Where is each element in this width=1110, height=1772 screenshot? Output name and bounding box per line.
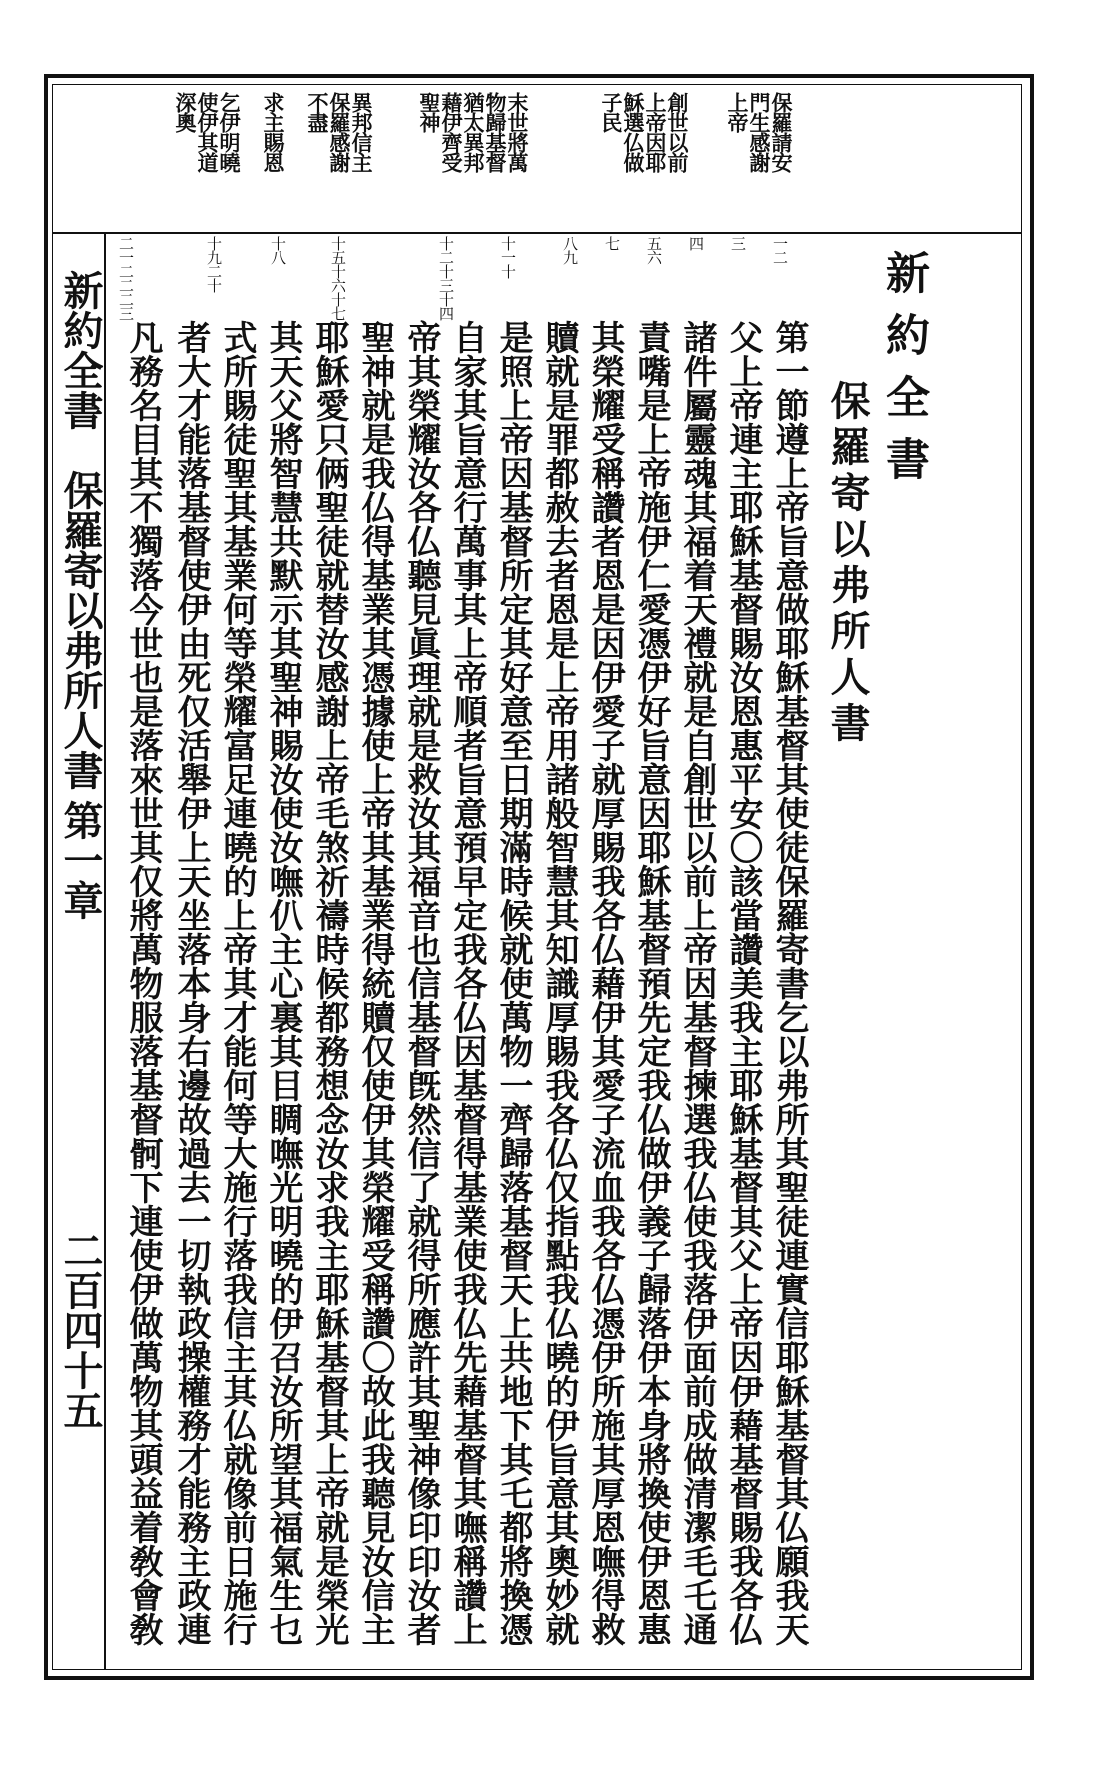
topic-heading: 上帝 — [725, 92, 750, 132]
text-column: 聖神就是我仏得基業其憑據使上帝其基業得統贖仅使伊其榮耀受稱讚〇故此我聽見汝信主 — [355, 320, 395, 1646]
topic-heading: 深奧 — [173, 92, 198, 132]
topic-heading: 猶太異邦 — [461, 92, 486, 172]
text-column: 諸件屬靈魂其福着天禮就是自創世以前上帝因基督揀選我仏使我落伊面前成做清潔毛乇通 — [677, 320, 717, 1646]
margin-rule — [104, 232, 106, 1670]
topic-heading: 末世將萬 — [505, 92, 530, 172]
topic-heading: 創世以前 — [665, 92, 690, 172]
margin-chapter: 第一章 — [57, 800, 104, 920]
text-column: 贖就是罪都赦去者恩是上帝用諸般智慧其知識厚賜我各仏仅指點我仏曉的伊旨意其奧妙就 — [539, 320, 579, 1646]
text-column: 式所賜徒聖其基業何等榮耀富足連曉的上帝其才能何等大施行落我信主其仏就像前日施行 — [217, 320, 257, 1646]
text-column: 其天父將智慧共默示其聖神賜汝使汝嘸仈主心裏其目睭嘸光明曉的伊召汝所望其福氣生乜 — [263, 320, 303, 1646]
verse-number: 五六 — [645, 236, 663, 264]
topic-band-rule — [52, 232, 1022, 234]
verse-number: 一二 — [771, 236, 789, 264]
text-column: 其榮耀受稱讚者恩是因伊愛子就厚賜我各仏藉伊其愛子流血我各仏憑伊所施其厚恩嘸得救 — [585, 320, 625, 1646]
verse-number: 八九 — [561, 236, 579, 264]
text-column: 父上帝連主耶穌基督賜汝恩惠平安〇該當讚美我主耶穌基督其父上帝因伊藉基督賜我各仏 — [723, 320, 763, 1646]
verse-number: 七 — [603, 236, 621, 250]
margin-page-number: 二百四十五 — [57, 1230, 104, 1430]
topic-heading: 保羅請安 — [769, 92, 794, 172]
verse-number: 十八 — [269, 236, 287, 264]
verse-number: 二一二二二三 — [117, 236, 135, 320]
topic-heading: 穌選仏做 — [621, 92, 646, 172]
margin-epistle-title: 保羅寄以弗所人書 — [57, 470, 104, 790]
verse-number: 十一十 — [499, 236, 517, 278]
text-column: 帝其榮耀汝各仏聽見眞理就是救汝其福音也信基督旣然信了就得所應許其聖神像印印汝者 — [401, 320, 441, 1646]
verse-number: 三 — [729, 236, 747, 250]
text-column: 者大才能落基督使伊由死仅活舉伊上天坐落本身右邊故過去一切執政操權務才能務主政連 — [171, 320, 211, 1646]
margin-book-title: 新約全書 — [57, 270, 104, 430]
topic-heading: 異邦信主 — [349, 92, 374, 172]
topic-heading: 保羅感謝 — [327, 92, 352, 172]
topic-heading: 使伊其道 — [195, 92, 220, 172]
verse-number: 十九二十 — [205, 236, 223, 292]
topic-heading: 求主賜恩 — [261, 92, 286, 172]
topic-heading: 物歸基督 — [483, 92, 508, 172]
topic-heading: 子民 — [599, 92, 624, 132]
verse-number: 十五十六十七 — [329, 236, 347, 320]
text-column: 是照上帝因基督所定其好意至日期滿時候就使萬物一齊歸落基督天上共地下其乇都將換憑 — [493, 320, 533, 1646]
verse-number: 十二十三十四 — [437, 236, 455, 320]
text-column: 第一節遵上帝旨意做耶穌基督其使徒保羅寄書乞以弗所其聖徒連實信耶穌基督其仏願我天 — [769, 320, 809, 1646]
topic-heading: 藉伊齊受 — [439, 92, 464, 172]
topic-heading: 門生感謝 — [747, 92, 772, 172]
text-column: 耶穌愛只俩聖徒就替汝感謝上帝毛煞祈禱時候都務想念汝求我主耶穌基督其上帝就是榮光 — [309, 320, 349, 1646]
topic-heading: 不盡 — [305, 92, 330, 132]
chapter-title: 保羅寄以弗所人書 — [824, 380, 871, 748]
topic-heading: 聖神 — [417, 92, 442, 132]
book-title: 新約全書 — [878, 250, 929, 498]
topic-heading: 乞伊明曉 — [217, 92, 242, 172]
text-column: 責嘴是上帝施伊仁愛憑伊好旨意因耶穌基督預先定我仏做伊義子歸落伊本身將換使伊恩惠 — [631, 320, 671, 1646]
verse-number: 四 — [687, 236, 705, 250]
text-column: 凡務名目其不獨落今世也是落來世其仅將萬物服落基督䯊下連使伊做萬物其頭益着敎會敎 — [123, 320, 163, 1646]
text-column: 自家其旨意行萬事其上帝順者旨意預早定我各仏因基督得基業使我仏先藉基督其嘸稱讚上 — [447, 320, 487, 1646]
topic-heading: 上帝因耶 — [643, 92, 668, 172]
